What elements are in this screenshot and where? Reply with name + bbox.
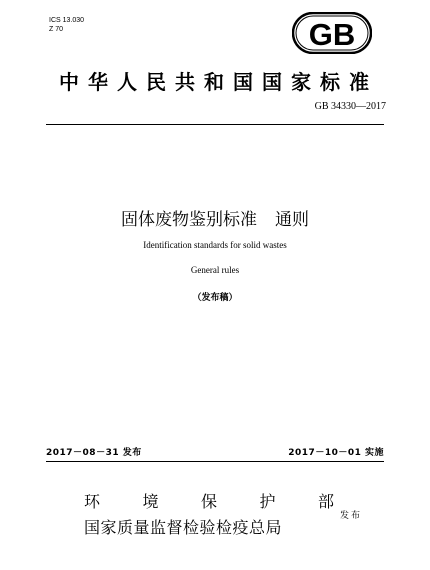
gb-logo [292,12,372,54]
ics-code: ICS 13.030 [49,17,85,24]
chinese-title-main: 固体废物鉴别标准 [121,210,257,230]
english-subtitle: General rules [190,265,240,275]
bottom-divider [46,461,384,462]
draft-label: （发布稿） [192,293,238,303]
top-divider [46,124,384,125]
issuer-ministry-char: 护 [259,492,276,511]
issuer-ministry [84,489,334,512]
implementation-date: 2017－10－01 实施 [288,448,384,458]
chinese-title-sub: 通则 [275,210,309,230]
issuer-ministry-char: 部 [317,492,334,511]
issuer-ministry-char: 环 [84,492,101,511]
gb-logo-text: GB [308,17,356,52]
issuer-administration: 国家质量监督检验检疫总局 [84,518,283,537]
english-title: Identification standards for solid wastes [143,240,287,250]
issuer-ministry-char: 境 [142,492,159,511]
chinese-title [0,205,430,230]
standard-number: GB 34330—2017 [314,101,386,112]
classification-codes [49,16,84,34]
issue-date: 2017－08－31 发布 [46,448,142,458]
standard-type: 中华人民共和国国家标准 [59,70,378,94]
issuer-ministry-char: 保 [200,492,217,511]
publish-label: 发布 [340,511,363,521]
ccs-code: Z 70 [49,26,64,33]
